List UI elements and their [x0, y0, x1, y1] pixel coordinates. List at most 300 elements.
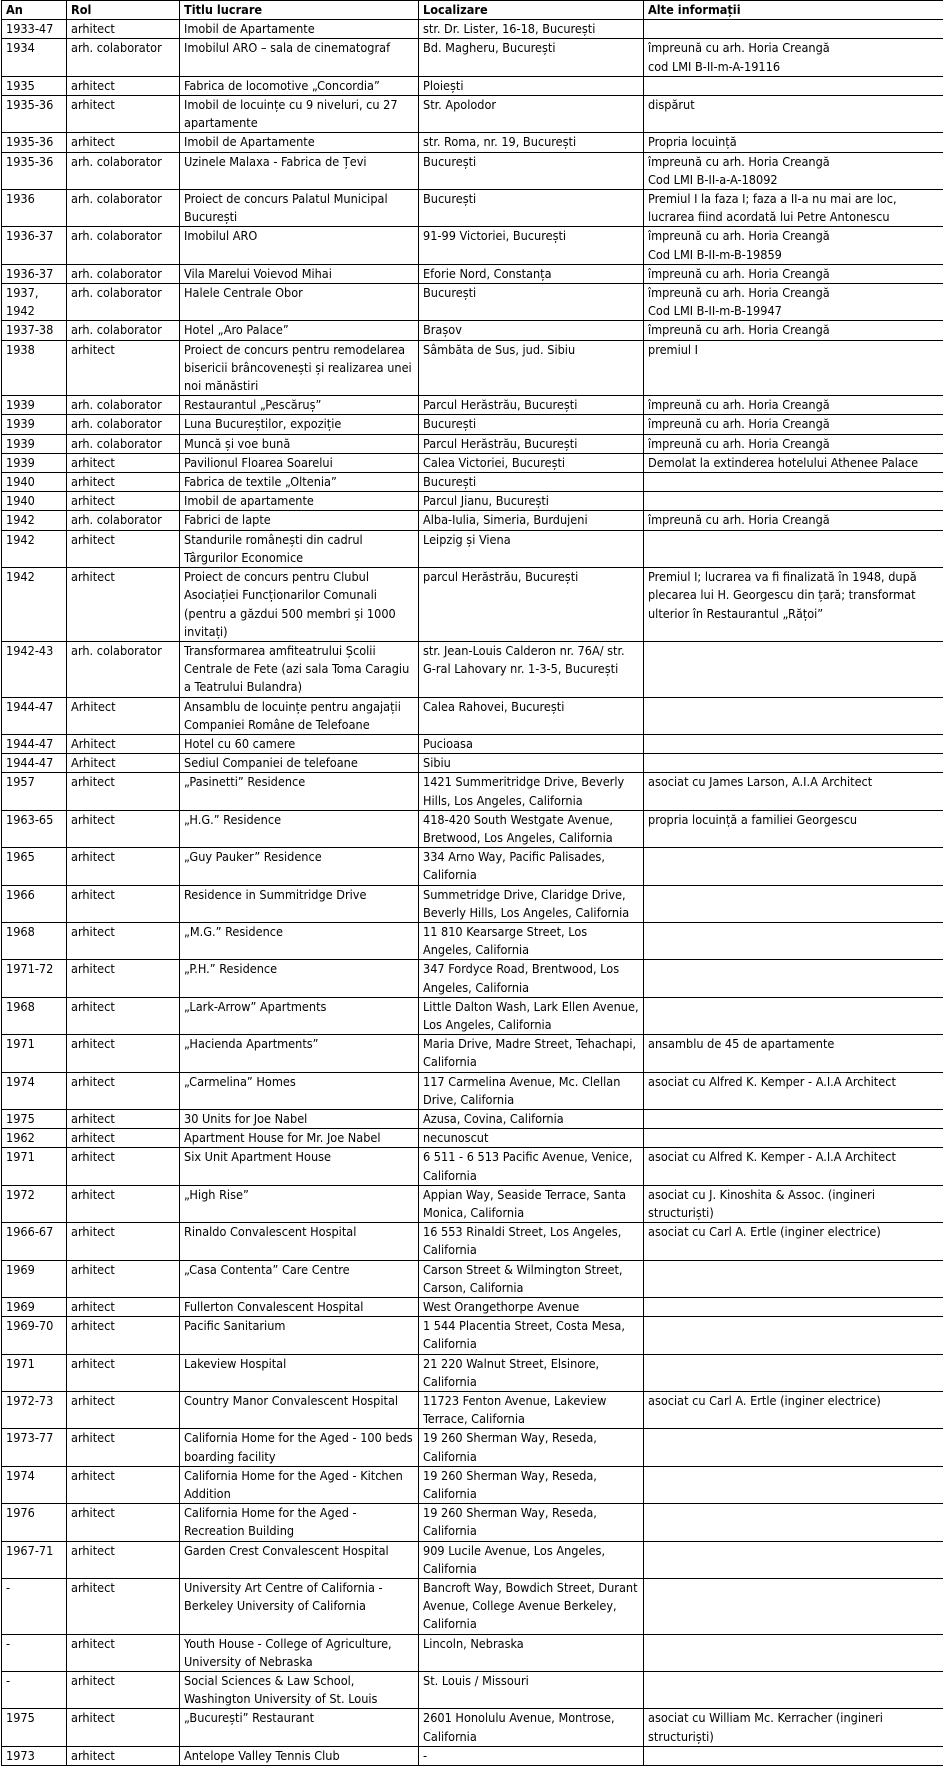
cell-localizare: București: [419, 284, 644, 321]
cell-titlu-lucrare: Imobilul ARO: [180, 227, 419, 264]
cell-rol: arhitect: [67, 1035, 180, 1072]
cell-alte-informatii: asociat cu Alfred K. Kemper - A.I.A Architect: [644, 1148, 943, 1185]
cell-an: 1973: [2, 1746, 67, 1765]
cell-an: 1935-36: [2, 152, 67, 189]
cell-localizare: 2601 Honolulu Avenue, Montrose, California: [419, 1709, 644, 1746]
cell-titlu-lucrare: Garden Crest Convalescent Hospital: [180, 1541, 419, 1578]
cell-an: 1972-73: [2, 1392, 67, 1429]
cell-localizare: București: [419, 190, 644, 227]
cell-alte-informatii: [644, 960, 943, 997]
cell-localizare: Lincoln, Nebraska: [419, 1634, 644, 1671]
header-titlu-lucrare: Titlu lucrare: [180, 1, 419, 20]
cell-titlu-lucrare: Pavilionul Floarea Soarelui: [180, 453, 419, 472]
cell-alte-informatii: Demolat la extinderea hotelului Athenee Palace: [644, 453, 943, 472]
cell-alte-informatii: asociat cu Carl A. Ertle (inginer electrice): [644, 1223, 943, 1260]
cell-rol: arhitect: [67, 1541, 180, 1578]
cell-titlu-lucrare: „High Rise”: [180, 1185, 419, 1222]
cell-an: 1968: [2, 922, 67, 959]
cell-titlu-lucrare: „Hacienda Apartments”: [180, 1035, 419, 1072]
cell-localizare: Parcul Jianu, București: [419, 492, 644, 511]
cell-localizare: 1421 Summeritridge Drive, Beverly Hills, Los Angeles, California: [419, 773, 644, 810]
cell-localizare: 117 Carmelina Avenue, Mc. Clellan Drive, California: [419, 1072, 644, 1109]
cell-rol: arhitect: [67, 960, 180, 997]
table-row: [2, 568, 943, 642]
cell-titlu-lucrare: Proiect de concurs pentru remodelarea bisericii brâncovenești și realizarea unei noi mănăstiri: [180, 340, 419, 396]
cell-localizare: București: [419, 415, 644, 434]
table-row: [2, 190, 943, 227]
cell-titlu-lucrare: California Home for the Aged - Kitchen Addition: [180, 1466, 419, 1503]
cell-an: 1963-65: [2, 810, 67, 847]
cell-localizare: Appian Way, Seaside Terrace, Santa Monica, California: [419, 1185, 644, 1222]
table-row: [2, 1672, 943, 1709]
table-row: [2, 1634, 943, 1671]
table-row: [2, 1579, 943, 1635]
table-row: [2, 1035, 943, 1072]
cell-an: 1971: [2, 1148, 67, 1185]
cell-an: 1971: [2, 1354, 67, 1391]
cell-titlu-lucrare: Sediul Companiei de telefoane: [180, 754, 419, 773]
cell-titlu-lucrare: Imobil de Apartamente: [180, 133, 419, 152]
table-row: [2, 885, 943, 922]
cell-an: 1969-70: [2, 1317, 67, 1354]
cell-localizare: Brașov: [419, 321, 644, 340]
cell-titlu-lucrare: „Casa Contenta” Care Centre: [180, 1260, 419, 1297]
cell-alte-informatii: împreună cu arh. Horia Creangă: [644, 415, 943, 434]
cell-an: 1935-36: [2, 133, 67, 152]
cell-localizare: Summetridge Drive, Claridge Drive, Beverly Hills, Los Angeles, California: [419, 885, 644, 922]
table-row: [2, 922, 943, 959]
table-header: [2, 1, 943, 20]
cell-titlu-lucrare: Restaurantul „Pescăruș”: [180, 396, 419, 415]
cell-titlu-lucrare: California Home for the Aged - 100 beds boarding facility: [180, 1429, 419, 1466]
cell-rol: arhitect: [67, 1072, 180, 1109]
cell-alte-informatii: împreună cu arh. Horia Creangă: [644, 321, 943, 340]
cell-localizare: parcul Herăstrău, București: [419, 568, 644, 642]
cell-alte-informatii: [644, 1746, 943, 1765]
table-row: [2, 492, 943, 511]
cell-an: 1938: [2, 340, 67, 396]
cell-localizare: 21 220 Walnut Street, Elsinore, California: [419, 1354, 644, 1391]
cell-rol: Arhitect: [67, 754, 180, 773]
header-an: An: [2, 1, 67, 20]
cell-alte-informatii: [644, 697, 943, 734]
cell-an: 1936-37: [2, 227, 67, 264]
cell-titlu-lucrare: Lakeview Hospital: [180, 1354, 419, 1391]
cell-alte-informatii: [644, 473, 943, 492]
cell-alte-informatii: dispărut: [644, 96, 943, 133]
cell-rol: arh. colaborator: [67, 396, 180, 415]
cell-an: -: [2, 1634, 67, 1671]
header-alte-informatii: Alte informații: [644, 1, 943, 20]
cell-alte-informatii: [644, 1317, 943, 1354]
table-row: [2, 453, 943, 472]
cell-titlu-lucrare: University Art Centre of California - Berkeley University of California: [180, 1579, 419, 1635]
cell-an: 1974: [2, 1072, 67, 1109]
cell-rol: arhitect: [67, 530, 180, 567]
cell-localizare: 1 544 Placentia Street, Costa Mesa, California: [419, 1317, 644, 1354]
cell-localizare: 19 260 Sherman Way, Reseda, California: [419, 1504, 644, 1541]
cell-rol: arhitect: [67, 1392, 180, 1429]
cell-rol: arhitect: [67, 1129, 180, 1148]
table-row: [2, 1129, 943, 1148]
cell-rol: Arhitect: [67, 697, 180, 734]
cell-an: 1933-47: [2, 20, 67, 39]
cell-alte-informatii: împreună cu arh. Horia Creangă Cod LMI B-II-m-B-19947: [644, 284, 943, 321]
cell-rol: arhitect: [67, 492, 180, 511]
table-row: [2, 530, 943, 567]
cell-rol: Arhitect: [67, 734, 180, 753]
cell-an: 1942: [2, 511, 67, 530]
cell-titlu-lucrare: Uzinele Malaxa - Fabrica de Țevi: [180, 152, 419, 189]
cell-titlu-lucrare: Hotel „Aro Palace”: [180, 321, 419, 340]
cell-rol: arhitect: [67, 1466, 180, 1503]
cell-an: 1974: [2, 1466, 67, 1503]
cell-localizare: Carson Street & Wilmington Street, Carson, California: [419, 1260, 644, 1297]
cell-rol: arhitect: [67, 1746, 180, 1765]
cell-rol: arhitect: [67, 885, 180, 922]
cell-an: 1936-37: [2, 264, 67, 283]
cell-an: 1971: [2, 1035, 67, 1072]
cell-localizare: Bd. Magheru, București: [419, 39, 644, 76]
cell-rol: arhitect: [67, 1317, 180, 1354]
cell-an: -: [2, 1672, 67, 1709]
cell-localizare: Little Dalton Wash, Lark Ellen Avenue, Los Angeles, California: [419, 997, 644, 1034]
cell-rol: arhitect: [67, 1429, 180, 1466]
cell-an: 1936: [2, 190, 67, 227]
table-row: [2, 20, 943, 39]
cell-an: 1940: [2, 492, 67, 511]
table-row: [2, 810, 943, 847]
cell-titlu-lucrare: „P.H.” Residence: [180, 960, 419, 997]
cell-localizare: Maria Drive, Madre Street, Tehachapi, California: [419, 1035, 644, 1072]
cell-localizare: 347 Fordyce Road, Brentwood, Los Angeles, California: [419, 960, 644, 997]
cell-localizare: str. Jean-Louis Calderon nr. 76A/ str. G-ral Lahovary nr. 1-3-5, București: [419, 641, 644, 697]
cell-an: 1971-72: [2, 960, 67, 997]
cell-alte-informatii: împreună cu arh. Horia Creangă Cod LMI B-II-a-A-18092: [644, 152, 943, 189]
cell-rol: arh. colaborator: [67, 511, 180, 530]
table-row: [2, 284, 943, 321]
cell-alte-informatii: împreună cu arh. Horia Creangă cod LMI B-II-m-A-19116: [644, 39, 943, 76]
cell-localizare: București: [419, 152, 644, 189]
cell-titlu-lucrare: „M.G.” Residence: [180, 922, 419, 959]
cell-localizare: St. Louis / Missouri: [419, 1672, 644, 1709]
cell-rol: arh. colaborator: [67, 415, 180, 434]
cell-alte-informatii: [644, 1504, 943, 1541]
cell-rol: arhitect: [67, 453, 180, 472]
cell-rol: arh. colaborator: [67, 434, 180, 453]
cell-alte-informatii: [644, 1354, 943, 1391]
cell-alte-informatii: [644, 530, 943, 567]
cell-an: 1940: [2, 473, 67, 492]
cell-localizare: Parcul Herăstrău, București: [419, 396, 644, 415]
cell-titlu-lucrare: „București” Restaurant: [180, 1709, 419, 1746]
cell-localizare: 16 553 Rinaldi Street, Los Angeles, California: [419, 1223, 644, 1260]
cell-rol: arh. colaborator: [67, 39, 180, 76]
cell-titlu-lucrare: Transformarea amfiteatrului Școlii Centrale de Fete (azi sala Toma Caragiu a Teatrului Bulandra): [180, 641, 419, 697]
cell-alte-informatii: [644, 20, 943, 39]
cell-an: 1937, 1942: [2, 284, 67, 321]
cell-alte-informatii: [644, 492, 943, 511]
cell-an: 1966-67: [2, 1223, 67, 1260]
cell-alte-informatii: [644, 1109, 943, 1128]
cell-rol: arhitect: [67, 1354, 180, 1391]
cell-titlu-lucrare: „Carmelina” Homes: [180, 1072, 419, 1109]
cell-localizare: 334 Arno Way, Pacific Palisades, California: [419, 848, 644, 885]
cell-rol: arhitect: [67, 20, 180, 39]
cell-titlu-lucrare: Imobilul ARO – sala de cinematograf: [180, 39, 419, 76]
cell-alte-informatii: [644, 1298, 943, 1317]
cell-rol: arhitect: [67, 848, 180, 885]
table-row: [2, 340, 943, 396]
cell-alte-informatii: asociat cu Alfred K. Kemper - A.I.A Architect: [644, 1072, 943, 1109]
cell-alte-informatii: [644, 1634, 943, 1671]
table-row: [2, 1709, 943, 1746]
cell-alte-informatii: [644, 1672, 943, 1709]
cell-alte-informatii: [644, 1541, 943, 1578]
cell-titlu-lucrare: Standurile românești din cadrul Târgurilor Economice: [180, 530, 419, 567]
cell-localizare: -: [419, 1746, 644, 1765]
cell-rol: arhitect: [67, 1109, 180, 1128]
cell-rol: arhitect: [67, 1504, 180, 1541]
cell-alte-informatii: împreună cu arh. Horia Creangă Cod LMI B-II-m-B-19859: [644, 227, 943, 264]
cell-an: 1944-47: [2, 754, 67, 773]
cell-rol: arhitect: [67, 568, 180, 642]
table-row: [2, 152, 943, 189]
header-rol: Rol: [67, 1, 180, 20]
cell-an: 1935: [2, 76, 67, 95]
cell-titlu-lucrare: Ansamblu de locuințe pentru angajații Companiei Române de Telefoane: [180, 697, 419, 734]
cell-alte-informatii: [644, 922, 943, 959]
table-row: [2, 997, 943, 1034]
cell-an: 1939: [2, 396, 67, 415]
cell-titlu-lucrare: Imobil de Apartamente: [180, 20, 419, 39]
cell-localizare: Parcul Herăstrău, București: [419, 434, 644, 453]
table-row: [2, 734, 943, 753]
cell-localizare: str. Roma, nr. 19, București: [419, 133, 644, 152]
cell-titlu-lucrare: „Guy Pauker” Residence: [180, 848, 419, 885]
cell-an: 1969: [2, 1260, 67, 1297]
cell-localizare: 19 260 Sherman Way, Reseda, California: [419, 1429, 644, 1466]
cell-alte-informatii: ansamblu de 45 de apartamente: [644, 1035, 943, 1072]
cell-localizare: Leipzig și Viena: [419, 530, 644, 567]
cell-titlu-lucrare: Fabrici de lapte: [180, 511, 419, 530]
cell-an: 1934: [2, 39, 67, 76]
cell-an: 1939: [2, 453, 67, 472]
cell-localizare: Sibiu: [419, 754, 644, 773]
cell-rol: arhitect: [67, 1672, 180, 1709]
cell-an: 1967-71: [2, 1541, 67, 1578]
cell-titlu-lucrare: Fullerton Convalescent Hospital: [180, 1298, 419, 1317]
cell-alte-informatii: împreună cu arh. Horia Creangă: [644, 396, 943, 415]
cell-titlu-lucrare: Youth House - College of Agriculture, University of Nebraska: [180, 1634, 419, 1671]
cell-rol: arhitect: [67, 1260, 180, 1297]
cell-rol: arhitect: [67, 96, 180, 133]
table-row: [2, 1354, 943, 1391]
cell-alte-informatii: Propria locuință: [644, 133, 943, 152]
cell-an: 1935-36: [2, 96, 67, 133]
table-row: [2, 1746, 943, 1765]
cell-titlu-lucrare: Imobil de locuințe cu 9 niveluri, cu 27 apartamente: [180, 96, 419, 133]
cell-alte-informatii: [644, 1466, 943, 1503]
cell-an: 1962: [2, 1129, 67, 1148]
table-row: [2, 960, 943, 997]
cell-alte-informatii: [644, 997, 943, 1034]
cell-rol: arhitect: [67, 473, 180, 492]
cell-alte-informatii: [644, 848, 943, 885]
cell-an: 1942: [2, 530, 67, 567]
cell-titlu-lucrare: Halele Centrale Obor: [180, 284, 419, 321]
cell-an: 1944-47: [2, 734, 67, 753]
cell-titlu-lucrare: Vila Marelui Voievod Mihai: [180, 264, 419, 283]
cell-titlu-lucrare: Residence in Summitridge Drive: [180, 885, 419, 922]
cell-localizare: str. Dr. Lister, 16-18, București: [419, 20, 644, 39]
cell-an: 1957: [2, 773, 67, 810]
cell-rol: arhitect: [67, 340, 180, 396]
table-row: [2, 754, 943, 773]
cell-rol: arhitect: [67, 1579, 180, 1635]
cell-rol: arhitect: [67, 997, 180, 1034]
cell-rol: arhitect: [67, 1148, 180, 1185]
cell-localizare: Ploiești: [419, 76, 644, 95]
table-row: [2, 1317, 943, 1354]
cell-localizare: Pucioasa: [419, 734, 644, 753]
table-row: [2, 415, 943, 434]
table-row: [2, 1298, 943, 1317]
cell-rol: arhitect: [67, 133, 180, 152]
cell-titlu-lucrare: „Lark-Arrow” Apartments: [180, 997, 419, 1034]
cell-rol: arhitect: [67, 810, 180, 847]
cell-an: 1976: [2, 1504, 67, 1541]
cell-alte-informatii: Premiul I la faza I; faza a II-a nu mai are loc, lucrarea fiind acordată lui Petre Antonescu: [644, 190, 943, 227]
cell-alte-informatii: Premiul I; lucrarea va fi finalizată în 1948, după plecarea lui H. Georgescu din țară; transformat ulterior în Restaurantul „Rățoi”: [644, 568, 943, 642]
table-row: [2, 1429, 943, 1466]
cell-titlu-lucrare: 30 Units for Joe Nabel: [180, 1109, 419, 1128]
cell-alte-informatii: [644, 1260, 943, 1297]
table-row: [2, 1260, 943, 1297]
cell-titlu-lucrare: Rinaldo Convalescent Hospital: [180, 1223, 419, 1260]
table-row: [2, 1223, 943, 1260]
cell-rol: arhitect: [67, 1223, 180, 1260]
cell-alte-informatii: asociat cu Carl A. Ertle (inginer electrice): [644, 1392, 943, 1429]
cell-rol: arhitect: [67, 773, 180, 810]
cell-titlu-lucrare: California Home for the Aged - Recreation Building: [180, 1504, 419, 1541]
cell-an: 1969: [2, 1298, 67, 1317]
works-table: [1, 0, 943, 1766]
cell-an: 1975: [2, 1109, 67, 1128]
cell-rol: arhitect: [67, 922, 180, 959]
cell-an: 1942-43: [2, 641, 67, 697]
cell-titlu-lucrare: Hotel cu 60 camere: [180, 734, 419, 753]
table-row: [2, 1504, 943, 1541]
cell-an: 1968: [2, 997, 67, 1034]
table-row: [2, 848, 943, 885]
cell-localizare: Sâmbăta de Sus, jud. Sibiu: [419, 340, 644, 396]
table-row: [2, 473, 943, 492]
table-row: [2, 1148, 943, 1185]
cell-alte-informatii: [644, 754, 943, 773]
cell-an: 1937-38: [2, 321, 67, 340]
cell-rol: arhitect: [67, 1634, 180, 1671]
cell-alte-informatii: [644, 1129, 943, 1148]
cell-localizare: Calea Rahovei, București: [419, 697, 644, 734]
cell-alte-informatii: [644, 76, 943, 95]
table-row: [2, 434, 943, 453]
cell-titlu-lucrare: Proiect de concurs Palatul Municipal București: [180, 190, 419, 227]
cell-an: 1972: [2, 1185, 67, 1222]
cell-alte-informatii: [644, 1579, 943, 1635]
cell-titlu-lucrare: Country Manor Convalescent Hospital: [180, 1392, 419, 1429]
cell-titlu-lucrare: „H.G.” Residence: [180, 810, 419, 847]
cell-alte-informatii: asociat cu J. Kinoshita & Assoc. (ingineri structuriști): [644, 1185, 943, 1222]
cell-alte-informatii: premiul I: [644, 340, 943, 396]
cell-localizare: București: [419, 473, 644, 492]
table-row: [2, 396, 943, 415]
cell-titlu-lucrare: Fabrica de locomotive „Concordia”: [180, 76, 419, 95]
table-row: [2, 1466, 943, 1503]
cell-titlu-lucrare: Fabrica de textile „Oltenia”: [180, 473, 419, 492]
cell-localizare: Alba-Iulia, Simeria, Burdujeni: [419, 511, 644, 530]
cell-an: 1975: [2, 1709, 67, 1746]
cell-localizare: 6 511 - 6 513 Pacific Avenue, Venice, California: [419, 1148, 644, 1185]
cell-localizare: Azusa, Covina, California: [419, 1109, 644, 1128]
cell-localizare: 91-99 Victoriei, București: [419, 227, 644, 264]
cell-an: 1942: [2, 568, 67, 642]
cell-localizare: 11 810 Kearsarge Street, Los Angeles, California: [419, 922, 644, 959]
table-row: [2, 1072, 943, 1109]
cell-localizare: Str. Apolodor: [419, 96, 644, 133]
cell-alte-informatii: [644, 1429, 943, 1466]
cell-titlu-lucrare: Muncă și voe bună: [180, 434, 419, 453]
table-body: [2, 20, 943, 1766]
cell-an: 1966: [2, 885, 67, 922]
cell-rol: arh. colaborator: [67, 152, 180, 189]
cell-an: 1939: [2, 434, 67, 453]
cell-rol: arhitect: [67, 1709, 180, 1746]
table-row: [2, 773, 943, 810]
header-row: [2, 1, 943, 20]
cell-an: 1939: [2, 415, 67, 434]
cell-titlu-lucrare: „Pasinetti” Residence: [180, 773, 419, 810]
cell-localizare: Bancroft Way, Bowdich Street, Durant Avenue, College Avenue Berkeley, California: [419, 1579, 644, 1635]
cell-alte-informatii: [644, 734, 943, 753]
table-row: [2, 39, 943, 76]
cell-alte-informatii: [644, 885, 943, 922]
cell-rol: arh. colaborator: [67, 321, 180, 340]
table-row: [2, 227, 943, 264]
cell-alte-informatii: împreună cu arh. Horia Creangă: [644, 264, 943, 283]
cell-rol: arh. colaborator: [67, 264, 180, 283]
cell-titlu-lucrare: Pacific Sanitarium: [180, 1317, 419, 1354]
cell-rol: arh. colaborator: [67, 227, 180, 264]
cell-titlu-lucrare: Antelope Valley Tennis Club: [180, 1746, 419, 1765]
cell-alte-informatii: împreună cu arh. Horia Creangă: [644, 434, 943, 453]
cell-titlu-lucrare: Apartment House for Mr. Joe Nabel: [180, 1129, 419, 1148]
table-row: [2, 1109, 943, 1128]
table-row: [2, 511, 943, 530]
cell-an: 1965: [2, 848, 67, 885]
cell-an: 1973-77: [2, 1429, 67, 1466]
table-row: [2, 321, 943, 340]
cell-an: -: [2, 1579, 67, 1635]
table-row: [2, 641, 943, 697]
table-row: [2, 1541, 943, 1578]
cell-localizare: necunoscut: [419, 1129, 644, 1148]
cell-localizare: West Orangethorpe Avenue: [419, 1298, 644, 1317]
cell-rol: arhitect: [67, 1298, 180, 1317]
cell-localizare: 418-420 South Westgate Avenue, Bretwood, Los Angeles, California: [419, 810, 644, 847]
cell-rol: arh. colaborator: [67, 641, 180, 697]
cell-titlu-lucrare: Six Unit Apartment House: [180, 1148, 419, 1185]
